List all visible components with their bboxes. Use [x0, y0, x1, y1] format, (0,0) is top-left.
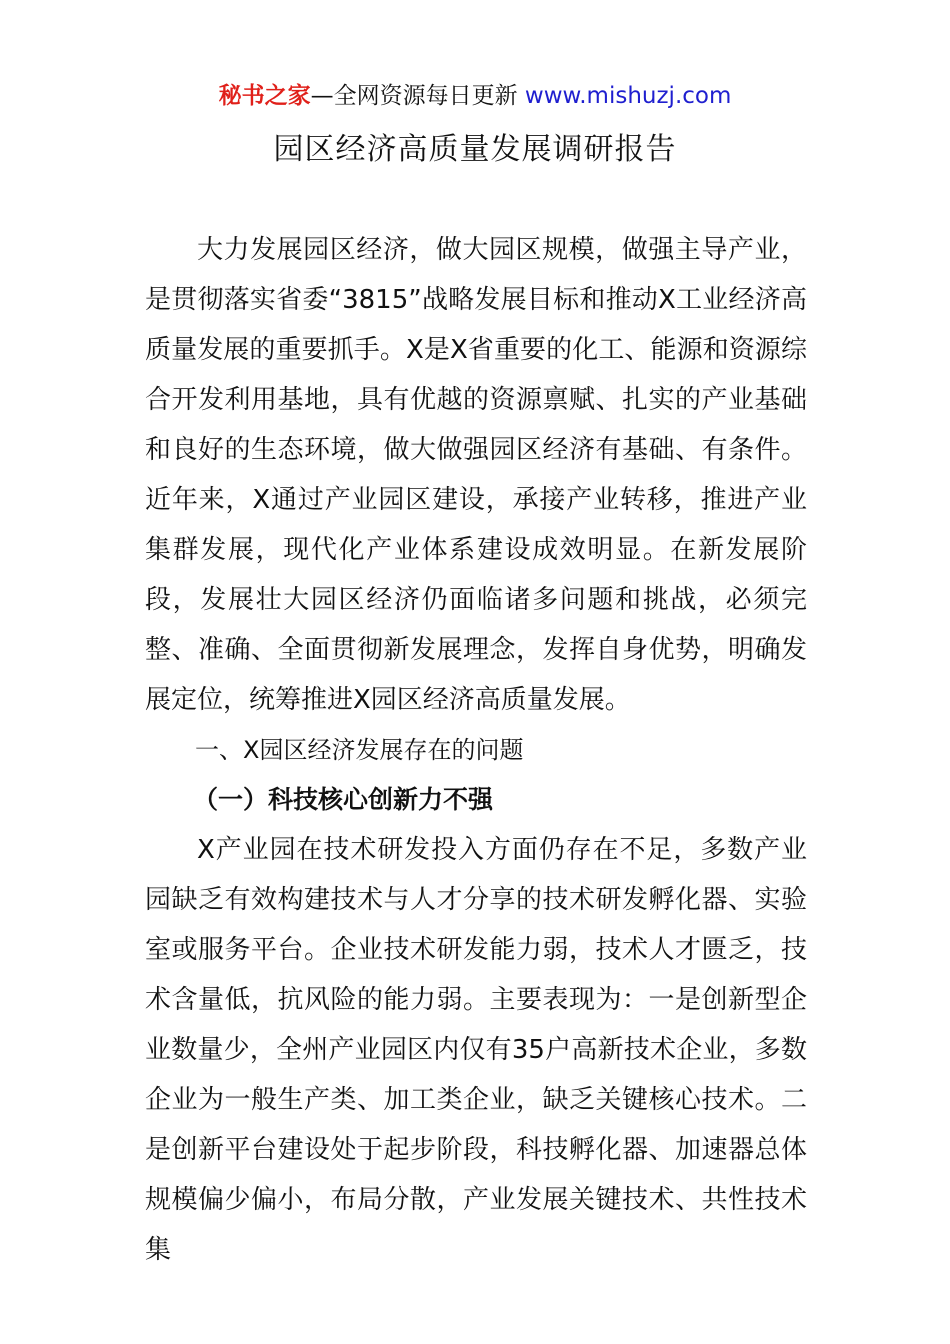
site-tagline: —全网资源每日更新: [310, 83, 518, 109]
subsection-paragraph: X产业园在技术研发投入方面仍存在不足，多数产业园缺乏有效构建技术与人才分享的技术研发孵化器、实验室或服务平台。企业技术研发能力弱，技术人才匮乏，技术含量低，抗风险的能力弱。主要表现为：一是创新型企业数量少，全州产业园区内仅有35户高新技术企业，多数企业为一般生产类、加工类企业，缺乏关键核心技术。二是创新平台建设处于起步阶段，科技孵化器、加速器总体规模偏少偏小，布局分散，产业发展关键技术、共性技术集: [145, 835, 807, 1265]
document-title: 园区经济高质量发展调研报告: [273, 132, 677, 167]
site-header: [0, 80, 950, 112]
document-body: [145, 225, 807, 1275]
intro-paragraph: 大力发展园区经济，做大园区规模，做强主导产业，是贯彻落实省委“3815”战略发展目标和推动X工业经济高质量发展的重要抓手。X是X省重要的化工、能源和资源综合开发利用基地，具有优越的资源禀赋、扎实的产业基础和良好的生态环境，做大做强园区经济有基础、有条件。近年来，X通过产业园区建设，承接产业转移，推进产业集群发展，现代化产业体系建设成效明显。在新发展阶段，发展壮大园区经济仍面临诸多问题和挑战，必须完整、准确、全面贯彻新发展理念，发挥自身优势，明确发展定位，统筹推进X园区经济高质量发展。: [145, 235, 807, 715]
site-url-link[interactable]: www.mishuzj.com: [524, 83, 732, 109]
site-brand[interactable]: 秘书之家: [218, 83, 311, 109]
subsection-heading: （一）科技核心创新力不强: [193, 785, 494, 814]
section-heading: 一、X园区经济发展存在的问题: [195, 736, 524, 764]
